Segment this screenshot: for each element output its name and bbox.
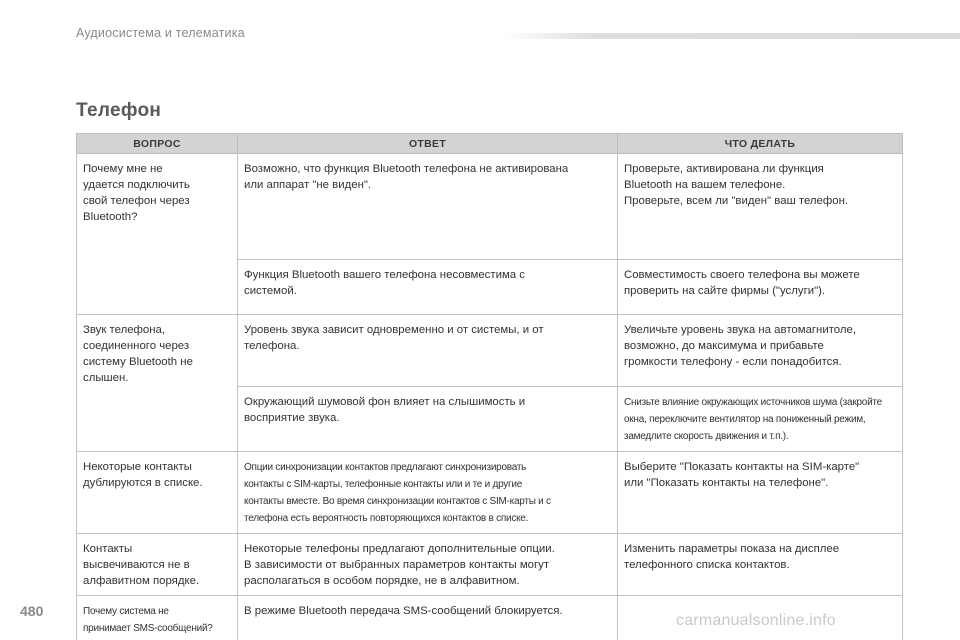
page-number: 480 bbox=[20, 603, 44, 619]
question-cell: Некоторые контакты дублируются в списке. bbox=[77, 452, 238, 534]
answer-cell: Функция Bluetooth вашего телефона несовместима с системой. bbox=[238, 260, 618, 315]
solution-cell: Снизьте влияние окружающих источников шума (закройте окна, переключите вентилятор на пониженный режим, замедлите скорость движения и т.п.). bbox=[618, 387, 903, 452]
watermark: carmanualsonline.info bbox=[676, 612, 836, 629]
page-title: Телефон bbox=[76, 100, 162, 121]
column-header-solution: ЧТО ДЕЛАТЬ bbox=[618, 134, 903, 154]
solution-cell: Совместимость своего телефона вы можете проверить на сайте фирмы ("услуги"). bbox=[618, 260, 903, 315]
header-rule bbox=[505, 33, 960, 39]
column-header-question: ВОПРОС bbox=[77, 134, 238, 154]
question-cell: Почему мне не удается подключить свой телефон через Bluetooth? bbox=[77, 154, 238, 315]
solution-cell: Выберите "Показать контакты на SIM-карте" или "Показать контакты на телефоне". bbox=[618, 452, 903, 534]
question-cell: Почему система не принимает SMS-сообщений? bbox=[77, 596, 238, 640]
answer-cell: Окружающий шумовой фон влияет на слышимость и восприятие звука. bbox=[238, 387, 618, 452]
table-row bbox=[77, 315, 903, 387]
table-row bbox=[77, 534, 903, 596]
question-cell: Звук телефона, соединенного через систему Bluetooth не слышен. bbox=[77, 315, 238, 452]
table-header-row bbox=[77, 134, 903, 154]
table-row bbox=[77, 452, 903, 534]
answer-cell: В режиме Bluetooth передача SMS-сообщений блокируется. bbox=[238, 596, 618, 640]
question-cell: Контакты высвечиваются не в алфавитном порядке. bbox=[77, 534, 238, 596]
column-header-answer: ОТВЕТ bbox=[238, 134, 618, 154]
running-header: Аудиосистема и телематика bbox=[76, 26, 245, 40]
solution-cell: Проверьте, активирована ли функция Bluetooth на вашем телефоне. Проверьте, всем ли "виден" ваш телефон. bbox=[618, 154, 903, 260]
solution-cell: Изменить параметры показа на дисплее телефонного списка контактов. bbox=[618, 534, 903, 596]
solution-cell: Увеличьте уровень звука на автомагнитоле, возможно, до максимума и прибавьте громкости телефону - если понадобится. bbox=[618, 315, 903, 387]
answer-cell: Опции синхронизации контактов предлагают синхронизировать контакты с SIM-карты, телефонные контакты или и те и другие контакты вместе. Во время синхронизации контактов с SIM-карты и с телефона есть вероятность повторяющихся контактов в списке. bbox=[238, 452, 618, 534]
answer-cell: Уровень звука зависит одновременно и от системы, и от телефона. bbox=[238, 315, 618, 387]
answer-cell: Возможно, что функция Bluetooth телефона не активирована или аппарат "не виден". bbox=[238, 154, 618, 260]
answer-cell: Некоторые телефоны предлагают дополнительные опции. В зависимости от выбранных параметров контакты могут располагаться в особом порядке, не в алфавитном. bbox=[238, 534, 618, 596]
faq-table bbox=[76, 133, 903, 640]
table-row bbox=[77, 154, 903, 260]
